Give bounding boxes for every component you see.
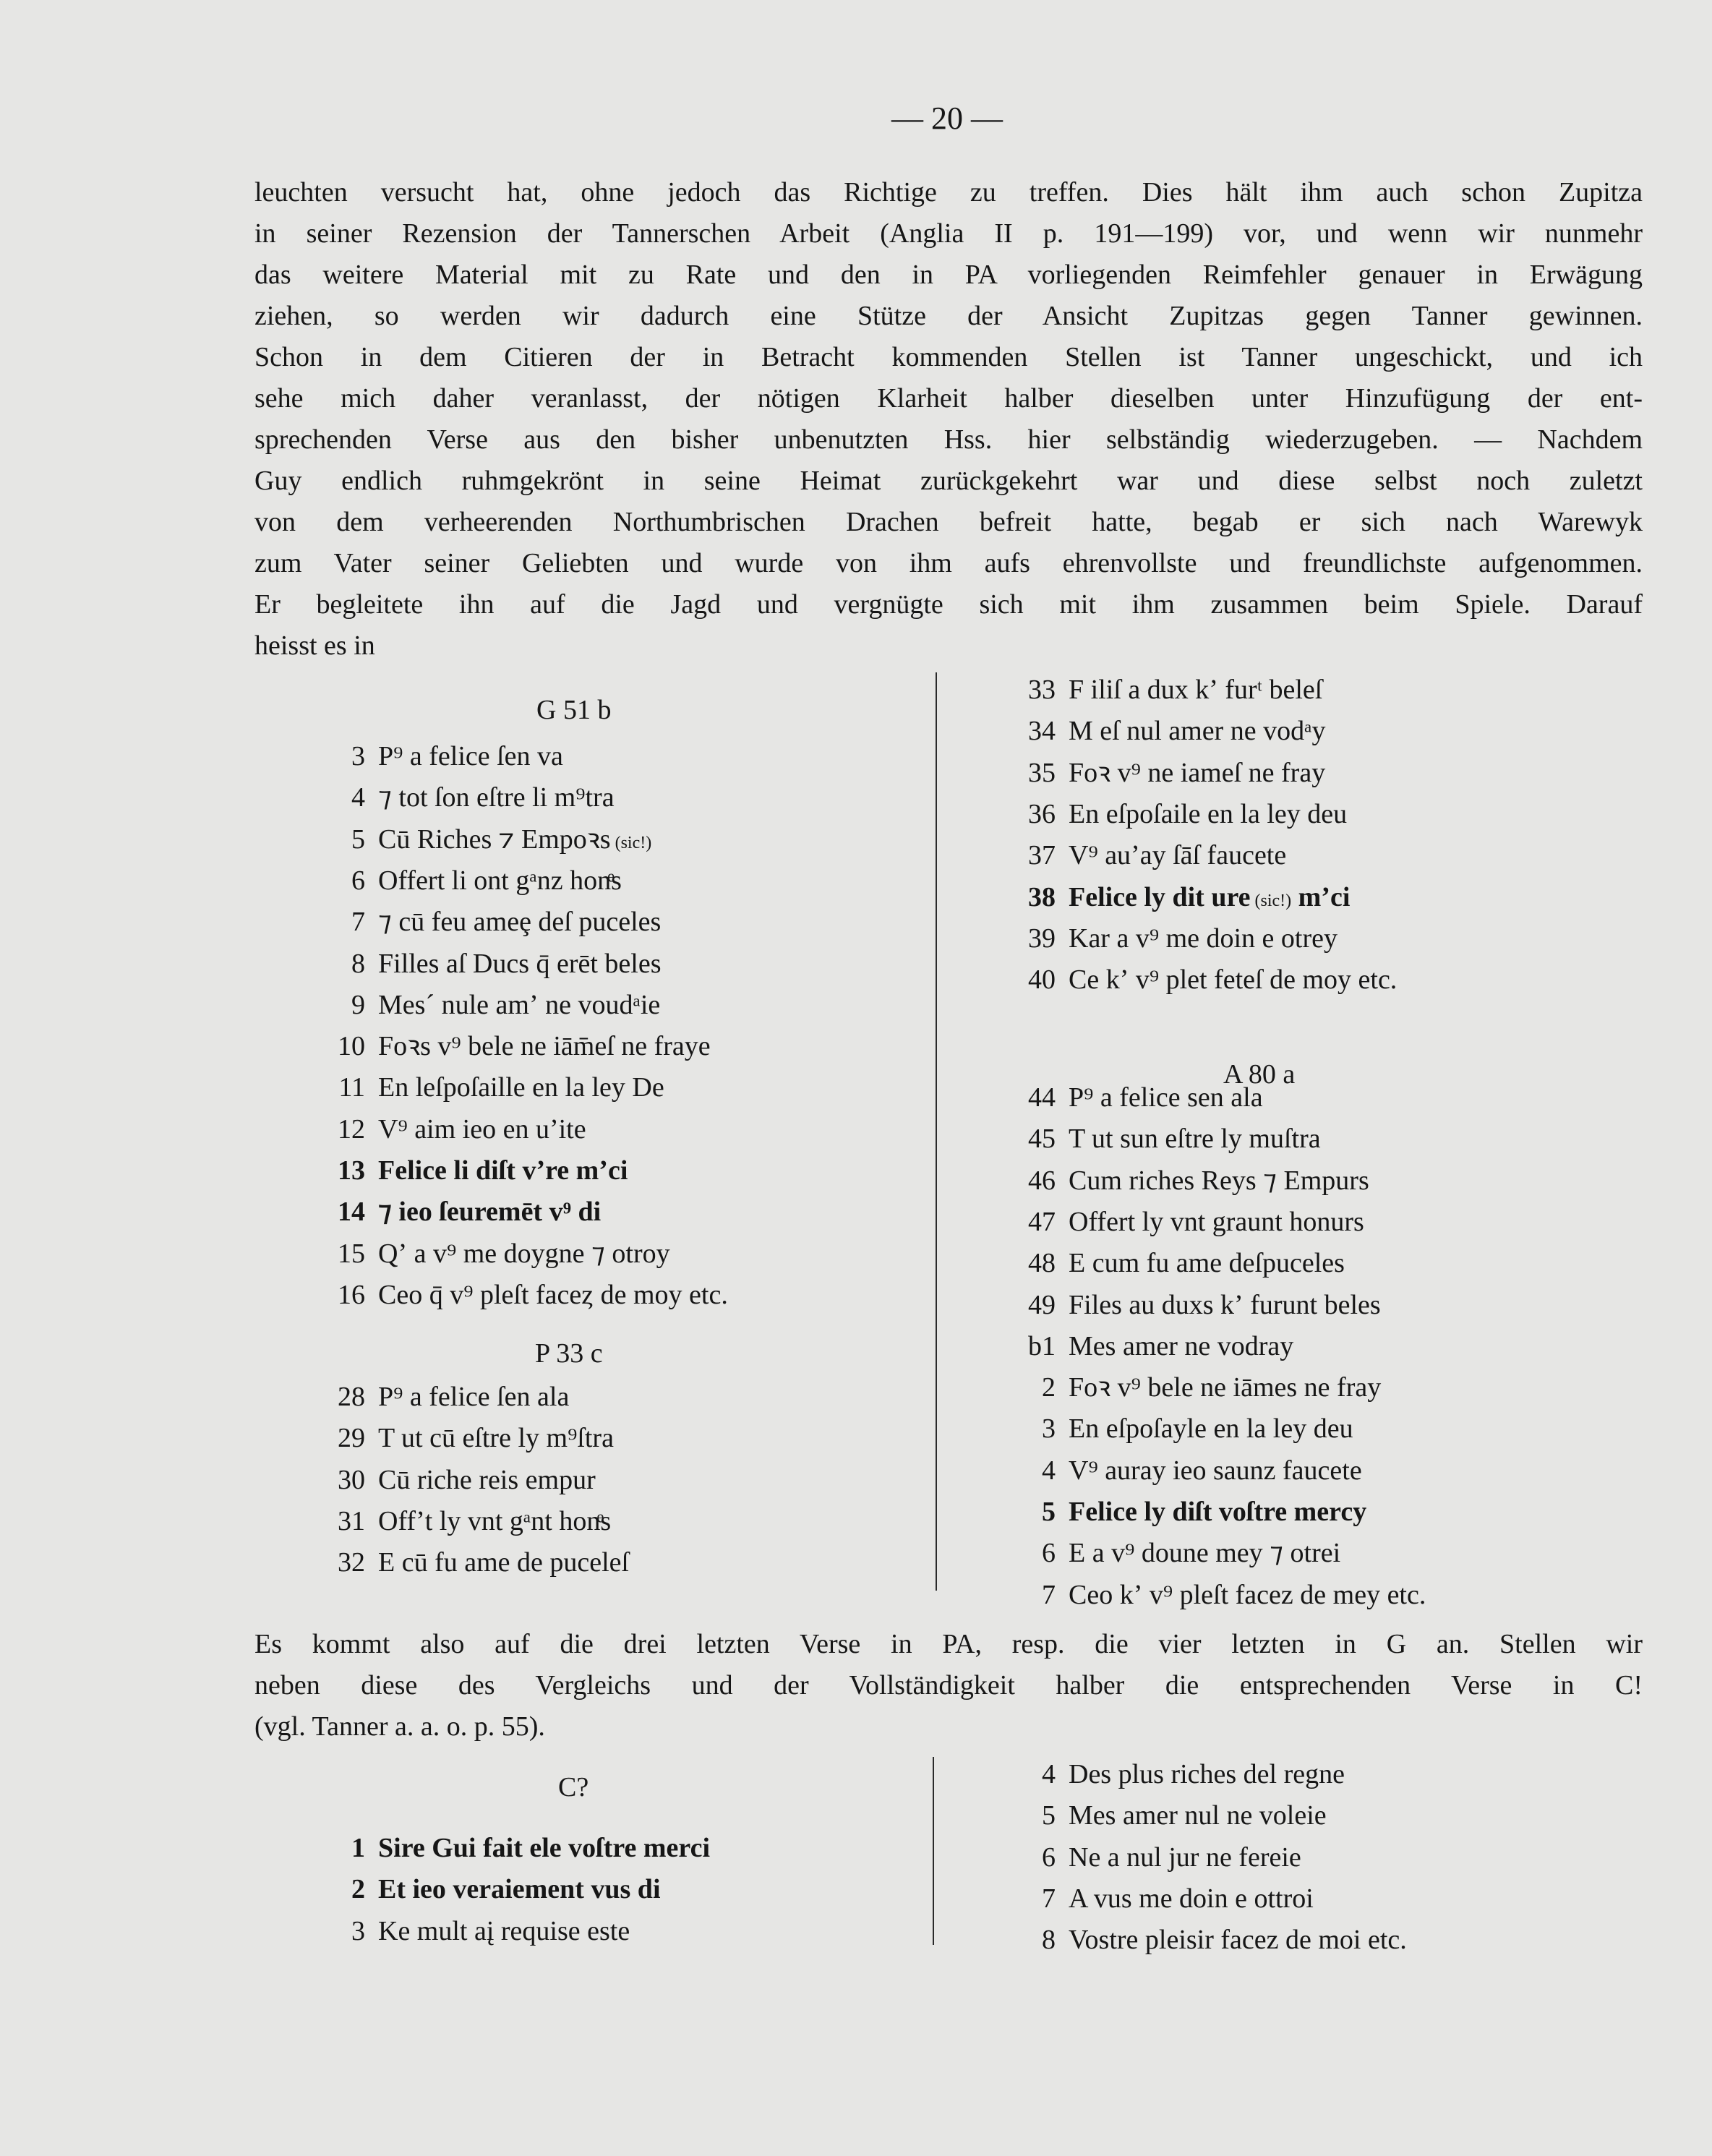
paragraph-line: in seiner Rezension der Tannerschen Arbeit (Anglia II p. 191—199) vor, und wenn wir nunmehr — [254, 218, 1643, 249]
verse-line — [0, 1026, 711, 1067]
verse-number: 48 — [1028, 1248, 1056, 1279]
verse-line — [0, 1408, 1353, 1450]
verse-text: A vus me doin e ottroi — [1069, 1883, 1314, 1914]
verse-text: Des plus riches del regne — [1069, 1759, 1345, 1789]
verse-number: 6 — [1042, 1841, 1056, 1873]
verse-number: 44 — [1028, 1082, 1056, 1113]
paragraph-line: sprechenden Verse aus den bisher unbenutzten Hss. hier selbständig wiederzugeben. — Nachdem — [254, 424, 1643, 455]
verse-number: 15 — [338, 1238, 365, 1269]
paragraph-line: das weitere Material mit zu Rate und den in PA vorliegenden Reimfehler genauer in Erwägung — [254, 260, 1643, 290]
verse-text: En leſpoſaille en la ley De — [378, 1072, 664, 1103]
verse-text: Foꝛ v⁹ ne iameſ ne fray — [1069, 757, 1326, 788]
verse-text: Files au duxs kʼ furunt beles — [1069, 1289, 1381, 1320]
verse-text: Vostre pleisir facez de moi etc. — [1069, 1925, 1407, 1956]
verse-number: 4 — [351, 782, 365, 813]
verse-line — [0, 1243, 1345, 1284]
verse-number: 6 — [1042, 1538, 1056, 1569]
verse-line — [0, 1492, 1366, 1533]
verse-number: 5 — [351, 824, 365, 855]
verse-number: 4 — [1042, 1759, 1056, 1789]
verse-line — [0, 1160, 1369, 1202]
verse-number: 3 — [1042, 1413, 1056, 1445]
verse-text: En eſpoſayle en la ley deu — [1069, 1413, 1353, 1445]
heading-c: C? — [558, 1772, 589, 1802]
paragraph-line: Es kommt also auf die drei letzten Verse in PA, resp. die vier letzten in G an. Stellen wir — [254, 1629, 1643, 1659]
verse-line — [0, 1754, 1345, 1795]
verse-text: Foꝛs v⁹ bele ne iām̄eſ ne fraye — [378, 1031, 711, 1062]
verse-number: 49 — [1028, 1289, 1056, 1320]
paragraph-line: von dem verheerenden Northumbrischen Drachen befreit hatte, begab er sich nach Warewyk — [254, 507, 1643, 537]
verse-line — [0, 1326, 1293, 1367]
verse-number: 32 — [338, 1547, 365, 1578]
verse-text: Mes amer ne vodray — [1069, 1330, 1294, 1361]
verse-text: Mesˊ nule amʼ ne voudᵃie — [378, 989, 661, 1020]
verse-number: 2 — [1042, 1372, 1056, 1403]
sic-note: (sic!) — [610, 833, 652, 852]
verse-number: 31 — [338, 1505, 365, 1536]
verse-text: Ke mult aį requise este — [378, 1915, 630, 1946]
verse-text: Foꝛ v⁹ bele ne iāmes ne fray — [1069, 1372, 1382, 1403]
verse-text: Offert li ont gᵃnz honͤs — [378, 865, 622, 896]
paragraph-line: leuchten versucht hat, ohne jedoch das Richtige zu treffen. Dies hält ihm auch schon Zupitza — [254, 177, 1643, 208]
verse-line — [0, 1118, 1321, 1160]
verse-line — [0, 1533, 1340, 1574]
heading-a80a: A 80 a — [1223, 1059, 1296, 1090]
verse-number: 38 — [1028, 881, 1056, 912]
paragraph-line: Schon in dem Citieren der in Betracht kommenden Stellen ist Tanner ungeschickt, und ich — [254, 342, 1643, 372]
verse-line — [0, 1367, 1381, 1408]
paragraph-line: Guy endlich ruhmgekrönt in seine Heimat zurückgekehrt war und diese selbst noch zuletzt — [254, 466, 1643, 496]
verse-line — [0, 1077, 1263, 1118]
verse-line — [0, 959, 1397, 1001]
verse-number: 5 — [1042, 1800, 1056, 1831]
verse-number: 11 — [338, 1072, 365, 1103]
verse-text: Qʼ a v⁹ me doygne ⁊ otroy — [378, 1238, 670, 1269]
verse-number: 29 — [338, 1423, 365, 1454]
verse-text: V⁹ auʼay ſāſ faucete — [1069, 840, 1287, 871]
verse-text: E cū fu ame de puceleſ — [378, 1547, 630, 1578]
verse-text: Cū Riches ⁊ Empoꝛs — [378, 824, 611, 855]
verse-text: Felice ly diſt voſtre mercy — [1069, 1497, 1367, 1527]
verse-line — [0, 877, 1350, 918]
verse-number: 30 — [338, 1464, 365, 1495]
verse-number: 39 — [1028, 923, 1056, 954]
verse-number: 2 — [351, 1874, 365, 1905]
verse-line — [0, 1285, 1381, 1326]
verse-line — [0, 1202, 1364, 1243]
verse-number: 8 — [1042, 1925, 1056, 1956]
verse-number: 10 — [338, 1031, 365, 1062]
verse-text: Offʼt ly vnt gᵃnt honͤs — [378, 1505, 612, 1536]
verse-text: Cum riches Reys ⁊ Empurs — [1069, 1165, 1369, 1196]
verse-number: 33 — [1028, 675, 1056, 705]
verse-line — [0, 711, 1325, 752]
paragraph-line: zum Vater seiner Geliebten und wurde von ihm aufs ehrenvollste und freundlichste aufgenommen. — [254, 548, 1643, 578]
verse-number: 40 — [1028, 964, 1056, 996]
verse-number: 13 — [338, 1155, 365, 1186]
intro-paragraph — [254, 172, 1643, 667]
verse-line — [0, 753, 1325, 794]
verse-number: 5 — [1042, 1497, 1056, 1527]
verse-text: Ceo q̄ v⁹ pleſt faceȥ de moy etc. — [378, 1279, 728, 1310]
paragraph-line: Er begleitete ihn auf die Jagd und vergnügte sich mit ihm zusammen beim Spiele. Darauf — [254, 589, 1643, 620]
heading-p33c: P 33 c — [535, 1338, 603, 1369]
verse-text: Ce kʼ v⁹ plet feteſ de moy etc. — [1069, 964, 1398, 996]
verse-text: P⁹ a felice ſen va — [378, 741, 563, 771]
verse-text: Ne a nul jur ne fereie — [1069, 1841, 1301, 1873]
verse-text: ⁊ cū feu ameȩ deſ puceles — [378, 907, 662, 938]
verse-text: E cum fu ame deſpuceles — [1069, 1248, 1345, 1279]
verse-line — [0, 1878, 1314, 1920]
verse-number: 8 — [351, 948, 365, 979]
verse-text: En eſpoſaile en la ley deu — [1069, 798, 1348, 829]
verse-text: F iliſ a dux kʼ furᵗ beleſ — [1069, 675, 1323, 705]
verse-text: Mes amer nul ne voleie — [1069, 1800, 1327, 1831]
verse-line — [0, 670, 1322, 711]
paragraph-line: ziehen, so werden wir dadurch eine Stütze der Ansicht Zupitzas gegen Tanner gewinnen. — [254, 301, 1643, 331]
verse-text: E a v⁹ doune mey ⁊ otrei — [1069, 1538, 1341, 1569]
verse-text: Ceo kʼ v⁹ pleſt facez de mey etc. — [1069, 1579, 1426, 1610]
paragraph-line: (vgl. Tanner a. a. o. p. 55). — [254, 1711, 545, 1742]
verse-number: 14 — [338, 1197, 365, 1228]
verse-number: 3 — [351, 741, 365, 771]
verse-number: 7 — [1042, 1883, 1056, 1914]
verse-number: 28 — [338, 1382, 365, 1412]
verse-text: V⁹ auray ieo saunz faucete — [1069, 1455, 1362, 1486]
verse-number: 16 — [338, 1279, 365, 1310]
verse-text-tail: mʼci — [1291, 881, 1351, 912]
verse-number: 7 — [351, 907, 365, 938]
verse-line — [0, 835, 1286, 876]
verse-line — [0, 794, 1347, 835]
verse-number: 47 — [1028, 1206, 1056, 1237]
verse-line — [0, 1837, 1301, 1878]
verse-text: T ut cū eſtre ly m⁹ſtra — [378, 1423, 614, 1454]
verse-text: P⁹ a felice ſen ala — [378, 1382, 570, 1412]
verse-number: 4 — [1042, 1455, 1056, 1486]
verse-text: T ut sun eſtre ly muſtra — [1069, 1124, 1321, 1155]
verse-number: 6 — [351, 865, 365, 896]
verse-number: 34 — [1028, 716, 1056, 747]
verse-line — [0, 918, 1338, 959]
heading-g51b: G 51 b — [536, 695, 612, 725]
verse-number: 9 — [351, 989, 365, 1020]
verse-line — [0, 1450, 1362, 1492]
verse-text: V⁹ aim ieo en uʼite — [378, 1113, 586, 1145]
verse-number: 3 — [351, 1915, 365, 1946]
verse-number: 35 — [1028, 757, 1056, 788]
verse-number: 46 — [1028, 1165, 1056, 1196]
verse-text: Felice ly dit ure — [1069, 881, 1251, 912]
verse-text: Offert ly vnt graunt honurs — [1069, 1206, 1364, 1237]
closing-paragraph — [254, 1624, 1643, 1748]
verse-line — [0, 1795, 1327, 1836]
paragraph-line: neben diese des Vergleichs und der Vollständigkeit halber die entsprechenden Verse in C! — [254, 1670, 1643, 1701]
paragraph-line: heisst es in — [254, 630, 375, 661]
verse-text: M eſ nul amer ne vodᵃy — [1069, 716, 1326, 747]
page-number: — 20 — — [891, 100, 1003, 136]
verse-number: 36 — [1028, 798, 1056, 829]
verse-number: 7 — [1042, 1579, 1056, 1610]
verse-number: 37 — [1028, 840, 1056, 871]
verse-number: b1 — [1028, 1330, 1056, 1361]
paragraph-line: sehe mich daher veranlasst, der nötigen Klarheit halber dieselben unter Hinzufügung der ent- — [254, 383, 1643, 414]
verse-line — [0, 1920, 1407, 1961]
verse-text: Sire Gui fait ele voſtre merci — [378, 1833, 711, 1863]
verse-text: Filles aſ Ducs q̄ erēt beles — [378, 948, 662, 979]
verse-text: Et ieo veraiement vus di — [378, 1874, 661, 1905]
verse-text: Felice li diſt vʼre mʼci — [378, 1155, 628, 1186]
verse-text: ⁊ tot ſon eſtre li m⁹tra — [378, 782, 615, 813]
verse-text: P⁹ a felice sen ala — [1069, 1082, 1263, 1113]
sic-note: (sic!) — [1250, 891, 1292, 910]
verse-number: 12 — [338, 1113, 365, 1145]
verse-text: ⁊ ieo ſeuremēt v⁹ di — [378, 1197, 602, 1228]
verse-number: 45 — [1028, 1124, 1056, 1155]
verse-text: Kar a v⁹ me doin e otrey — [1069, 923, 1338, 954]
verse-line — [0, 1575, 1426, 1616]
verse-number: 1 — [351, 1833, 365, 1863]
verse-text: Cū riche reis empur — [378, 1464, 596, 1495]
